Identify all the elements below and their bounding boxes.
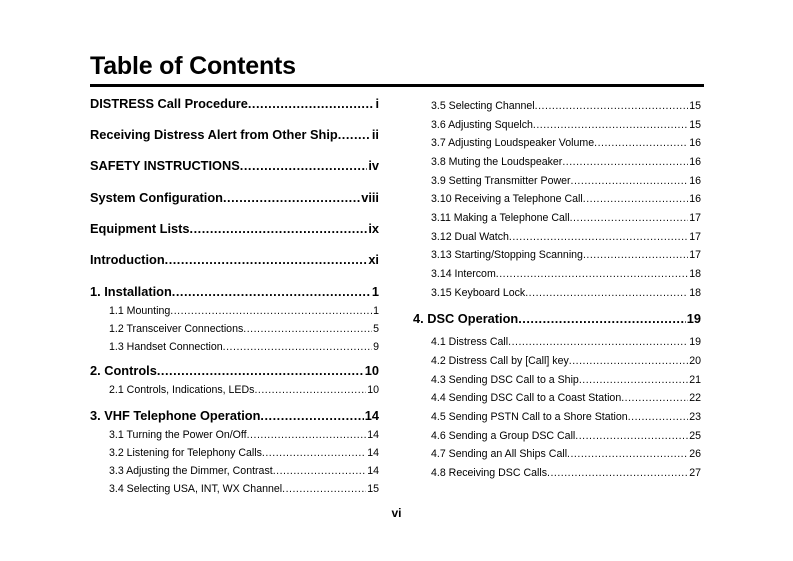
toc-label: 3.9 Setting Transmitter Power [431, 175, 571, 187]
leader-dots [240, 157, 368, 175]
toc-label: 1. Installation [90, 284, 172, 299]
toc-label: 4.3 Sending DSC Call to a Ship [431, 374, 579, 386]
leader-dots [248, 95, 375, 113]
toc-label: 3.5 Selecting Channel [431, 100, 535, 112]
toc-label: 3.2 Listening for Telephony Calls [109, 447, 262, 459]
leader-dots [172, 283, 371, 301]
toc-label: 2. Controls [90, 363, 157, 378]
toc-label: 4. DSC Operation [413, 311, 519, 326]
toc-page: 10 [364, 363, 379, 378]
leader-dots [508, 333, 688, 351]
toc-entry[interactable] [109, 462, 379, 480]
toc-entry[interactable] [431, 427, 701, 445]
toc-label: 3.10 Receiving a Telephone Call [431, 193, 583, 205]
toc-entry[interactable] [431, 228, 701, 246]
toc-entry[interactable] [90, 220, 379, 238]
toc-label: 3.13 Starting/Stopping Scanning [431, 249, 583, 261]
title-rule [90, 84, 704, 87]
toc-entry[interactable] [431, 116, 701, 134]
toc-page: 14 [367, 429, 379, 441]
leader-dots [260, 407, 363, 425]
page-title: Table of Contents [90, 52, 296, 80]
toc-page: 10 [367, 384, 379, 396]
leader-dots [628, 408, 689, 426]
toc-label: 3.7 Adjusting Loudspeaker Volume [431, 137, 595, 149]
toc-page: 19 [686, 311, 701, 326]
toc-page: 18 [689, 268, 701, 280]
toc-entry[interactable] [431, 153, 701, 171]
toc-page: 15 [689, 100, 701, 112]
toc-page: 27 [689, 467, 701, 479]
leader-dots [282, 480, 366, 498]
toc-entry[interactable] [90, 251, 379, 269]
leader-dots [496, 265, 688, 283]
toc-page: 17 [689, 231, 701, 243]
toc-label: 1.1 Mounting [109, 305, 171, 317]
leader-dots [509, 228, 688, 246]
toc-page: i [375, 96, 379, 111]
toc-label: 4.4 Sending DSC Call to a Coast Station [431, 392, 622, 404]
toc-page: 26 [689, 448, 701, 460]
leader-dots [165, 251, 368, 269]
toc-label: 3.6 Adjusting Squelch [431, 119, 533, 131]
toc-entry[interactable] [90, 95, 379, 113]
toc-entry[interactable] [431, 134, 701, 152]
toc-label: SAFETY INSTRUCTIONS [90, 158, 240, 173]
toc-page: 18 [689, 287, 701, 299]
leader-dots [518, 310, 686, 328]
leader-dots [570, 209, 689, 227]
leader-dots [338, 126, 371, 144]
toc-entry[interactable] [431, 445, 701, 463]
toc-entry[interactable] [431, 371, 701, 389]
toc-entry[interactable] [431, 333, 701, 351]
toc-entry[interactable] [90, 126, 379, 144]
leader-dots [579, 371, 688, 389]
toc-label: 4.1 Distress Call [431, 336, 509, 348]
page-number: vi [391, 506, 402, 520]
toc-label: 1.3 Handset Connection [109, 341, 223, 353]
toc-entry[interactable] [109, 302, 379, 320]
toc-page: 16 [689, 137, 701, 149]
toc-page: 1 [373, 305, 379, 317]
leader-dots [562, 153, 688, 171]
toc-page: 16 [689, 156, 701, 168]
leader-dots [583, 246, 688, 264]
toc-label: 3.1 Turning the Power On/Off [109, 429, 247, 441]
toc-label: 3.11 Making a Telephone Call [431, 212, 570, 224]
leader-dots [157, 362, 364, 380]
leader-dots [262, 444, 366, 462]
leader-dots [243, 320, 372, 338]
toc-entry[interactable] [431, 464, 701, 482]
toc-entry[interactable] [431, 190, 701, 208]
toc-label: 4.5 Sending PSTN Call to a Shore Station [431, 411, 628, 423]
toc-entry[interactable] [109, 426, 379, 444]
leader-dots [594, 134, 688, 152]
leader-dots [571, 172, 689, 190]
toc-label: 1.2 Transceiver Connections [109, 323, 244, 335]
leader-dots [575, 427, 688, 445]
toc-page: 5 [373, 323, 379, 335]
toc-entry[interactable] [431, 172, 701, 190]
leader-dots [547, 464, 688, 482]
leader-dots [170, 302, 372, 320]
toc-entry[interactable] [431, 265, 701, 283]
toc-label: 3. VHF Telephone Operation [90, 408, 261, 423]
toc-entry[interactable] [109, 444, 379, 462]
toc-page: 14 [364, 408, 379, 423]
toc-page: 16 [689, 193, 701, 205]
toc-page: 17 [689, 249, 701, 261]
toc-entry[interactable] [431, 97, 701, 115]
toc-page: 14 [367, 447, 379, 459]
toc-entry[interactable] [109, 381, 379, 399]
toc-page: 21 [689, 374, 701, 386]
toc-entry[interactable] [90, 407, 379, 425]
leader-dots [567, 445, 688, 463]
toc-entry[interactable] [109, 338, 379, 356]
leader-dots [190, 220, 368, 238]
toc-label: 3.4 Selecting USA, INT, WX Channel [109, 483, 283, 495]
toc-page: 22 [689, 392, 701, 404]
toc-entry[interactable] [431, 209, 701, 227]
leader-dots [533, 116, 688, 134]
toc-label: Equipment Lists [90, 221, 190, 236]
toc-page: 25 [689, 430, 701, 442]
toc-label: 3.14 Intercom [431, 268, 496, 280]
toc-entry[interactable] [90, 189, 379, 207]
toc-page: 14 [367, 465, 379, 477]
toc-label: 3.8 Muting the Loudspeaker [431, 156, 563, 168]
toc-entry[interactable] [431, 284, 701, 302]
toc-page: 20 [689, 355, 701, 367]
toc-page: ii [371, 127, 379, 142]
toc-label: 3.15 Keyboard Lock [431, 287, 526, 299]
toc-label: Introduction [90, 252, 165, 267]
leader-dots [247, 426, 367, 444]
toc-entry[interactable] [90, 157, 379, 175]
leader-dots [223, 189, 360, 207]
toc-label: 3.12 Dual Watch [431, 231, 509, 243]
toc-label: 4.7 Sending an All Ships Call [431, 448, 568, 460]
toc-label: 4.6 Sending a Group DSC Call [431, 430, 576, 442]
toc-page: 16 [689, 175, 701, 187]
leader-dots [254, 381, 366, 399]
toc-label: 2.1 Controls, Indications, LEDs [109, 384, 255, 396]
leader-dots [583, 190, 688, 208]
leader-dots [569, 352, 688, 370]
toc-entry[interactable] [90, 283, 379, 301]
toc-page: 15 [689, 119, 701, 131]
toc-label: Receiving Distress Alert from Other Ship [90, 127, 338, 142]
toc-page: xi [368, 252, 379, 267]
toc-entry[interactable] [413, 310, 701, 328]
toc-label: DISTRESS Call Procedure [90, 96, 248, 111]
leader-dots [273, 462, 367, 480]
toc-entry[interactable] [109, 320, 379, 338]
toc-entry[interactable] [431, 352, 701, 370]
toc-page: viii [361, 190, 379, 205]
toc-entry[interactable] [431, 408, 701, 426]
toc-entry[interactable] [90, 362, 379, 380]
toc-entry[interactable] [109, 480, 379, 498]
leader-dots [223, 338, 372, 356]
toc-entry[interactable] [431, 389, 701, 407]
toc-page: 9 [373, 341, 379, 353]
toc-label: 4.2 Distress Call by [Call] key [431, 355, 569, 367]
toc-page: 15 [367, 483, 379, 495]
toc-page: ix [368, 221, 379, 236]
toc-page: 23 [689, 411, 701, 423]
toc-label: System Configuration [90, 190, 223, 205]
toc-page: iv [368, 158, 379, 173]
toc-label: 3.3 Adjusting the Dimmer, Contrast [109, 465, 273, 477]
toc-page: 1 [371, 284, 379, 299]
toc-label: 4.8 Receiving DSC Calls [431, 467, 547, 479]
leader-dots [535, 97, 689, 115]
leader-dots [525, 284, 688, 302]
toc-entry[interactable] [431, 246, 701, 264]
toc-page: 17 [689, 212, 701, 224]
leader-dots [621, 389, 688, 407]
toc-page: 19 [689, 336, 701, 348]
